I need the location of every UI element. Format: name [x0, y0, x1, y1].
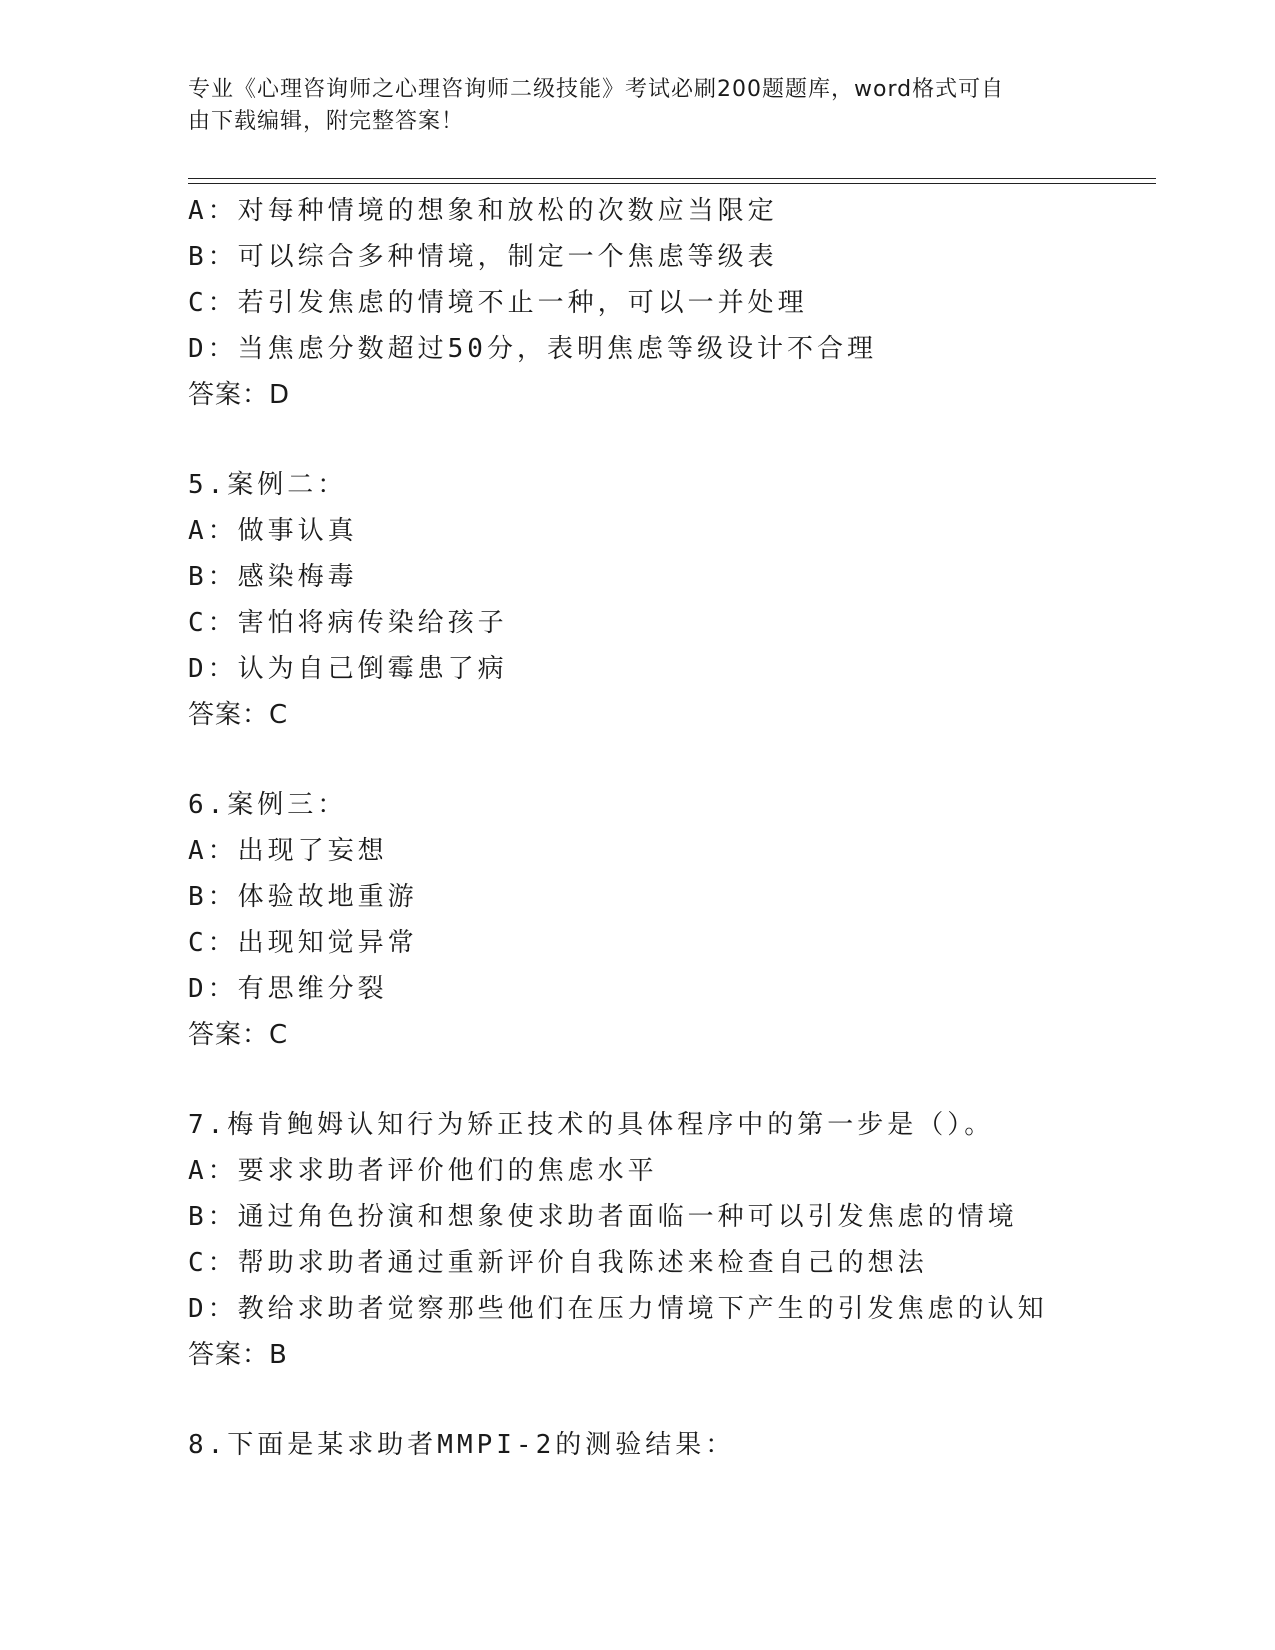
header-divider-top [188, 178, 1156, 179]
block-spacer [188, 1378, 1168, 1422]
option-a: A：做事认真 [188, 516, 358, 546]
header-line-2: 由下载编辑，附完整答案！ [188, 109, 465, 134]
block-spacer [188, 418, 1168, 462]
answer-line: 答案：C [188, 700, 289, 730]
question-stem: 6.案例三： [188, 790, 348, 820]
option-a: A：要求求助者评价他们的焦虑水平 [188, 1156, 658, 1186]
header-divider-bottom [188, 183, 1156, 184]
option-c: C：出现知觉异常 [188, 928, 418, 958]
option-a: A：对每种情境的想象和放松的次数应当限定 [188, 196, 778, 226]
question-stem: 8.下面是某求助者MMPI-2的测验结果： [188, 1430, 736, 1460]
option-b: B：通过角色扮演和想象使求助者面临一种可以引发焦虑的情境 [188, 1202, 1018, 1232]
option-c: C：害怕将病传染给孩子 [188, 608, 508, 638]
question-stem: 5.案例二： [188, 470, 348, 500]
option-d: D：当焦虑分数超过50分，表明焦虑等级设计不合理 [188, 334, 877, 364]
option-c: C：帮助求助者通过重新评价自我陈述来检查自己的想法 [188, 1248, 928, 1278]
answer-line: 答案：B [188, 1340, 288, 1370]
option-a: A：出现了妄想 [188, 836, 388, 866]
option-c: C：若引发焦虑的情境不止一种，可以一并处理 [188, 288, 808, 318]
answer-line: 答案：D [188, 380, 291, 410]
question-block [188, 1102, 1168, 1378]
document-header [188, 74, 1068, 138]
question-block [188, 1422, 1168, 1468]
option-d: D：认为自己倒霉患了病 [188, 654, 508, 684]
block-spacer [188, 1058, 1168, 1102]
block-spacer [188, 738, 1168, 782]
option-b: B：体验故地重游 [188, 882, 418, 912]
option-d: D：教给求助者觉察那些他们在压力情境下产生的引发焦虑的认知 [188, 1294, 1048, 1324]
option-d: D：有思维分裂 [188, 974, 388, 1004]
answer-line: 答案：C [188, 1020, 289, 1050]
question-stem: 7.梅肯鲍姆认知行为矫正技术的具体程序中的第一步是（）。 [188, 1110, 995, 1140]
header-line-1: 专业《心理咨询师之心理咨询师二级技能》考试必刷200题题库，word格式可自 [188, 77, 1005, 102]
option-b: B：感染梅毒 [188, 562, 358, 592]
question-block [188, 188, 1168, 418]
option-b: B：可以综合多种情境，制定一个焦虑等级表 [188, 242, 778, 272]
question-block [188, 782, 1168, 1058]
question-list [188, 188, 1168, 1468]
question-block [188, 462, 1168, 738]
